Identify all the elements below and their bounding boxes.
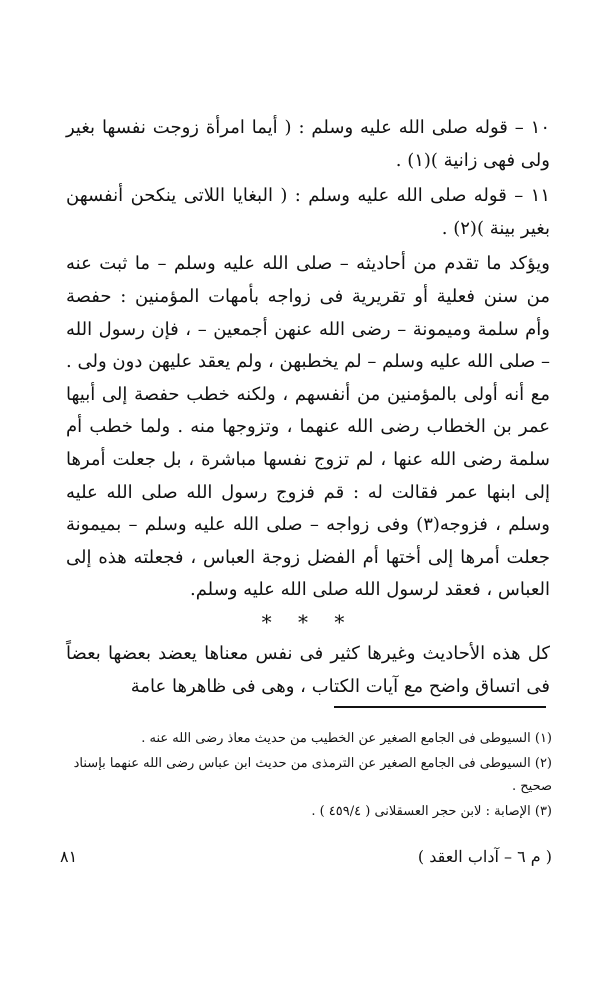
footnote-divider	[334, 706, 546, 708]
footnote-1: (١) السيوطى فى الجامع الصغير عن الخطيب من حديث معاذ رضى الله عنه .	[141, 731, 552, 746]
page-number: ٨١	[60, 847, 78, 866]
footnotes	[60, 727, 552, 825]
body-paragraph-continued: كل هذه الأحاديث وغيرها كثير فى نفس معناها يعضد بعضها بعضاً فى اتساق واضح مع آيات الكتاب ، وهى فى ظاهرها عامة	[66, 642, 550, 697]
section-separator: * * *	[261, 609, 355, 634]
signature-mark: ( م ٦ – آداب العقد )	[417, 847, 552, 866]
footnote-3: (٣) الإصابة : لابن حجر العسقلانى ( ٤٥٩/٤ ) .	[311, 804, 552, 819]
page-footer	[60, 844, 552, 870]
main-text	[66, 112, 550, 703]
hadith-item-10: ١٠ – قوله صلى الله عليه وسلم : ( أيما امرأة زوجت نفسها بغير ولى فهى زانية )(١) .	[66, 117, 550, 171]
hadith-item-11: ١١ – قوله صلى الله عليه وسلم : ( البغايا اللاتى ينكحن أنفسهن بغير بينة )(٢) .	[66, 185, 550, 239]
body-paragraph: ويؤكد ما تقدم من أحاديثه – صلى الله عليه وسلم – ما ثبت عنه من سنن فعلية أو تقريرية فى زواجه بأمهات المؤمنين : حفصة وأم سلمة وميمونة – رضى الله عنهن أجمعين – ، فإن رسول الله – صلى الله عليه وسلم – لم يخطبهن ، ولم يعقد عليهن دون ولى . مع أنه أولى بالمؤمنين من أنفسهم ، ولكنه خطب حفصة إلى أبيها عمر بن الخطاب رضى الله عنهما ، وتزوجها منه . ولما خطب أم سلمة رضى الله عنها ، لم تزوج نفسها مباشرة ، بل جعلت أمرها إلى ابنها عمر فقالت له : قم فزوج رسول الله صلى الله عليه وسلم ، فزوجه(٣) وفى زواجه – صلى الله عليه وسلم – بميمونة جعلت أمرها إلى أختها أم الفضل زوجة العباس ، فجعلته هذه إلى العباس ، فعقد لرسول الله صلى الله عليه وسلم.	[66, 253, 550, 601]
footnote-2: (٢) السيوطى فى الجامع الصغير عن الترمذى من حديث ابن عباس رضى الله عنهما بإسناد صحيح .	[73, 756, 552, 794]
